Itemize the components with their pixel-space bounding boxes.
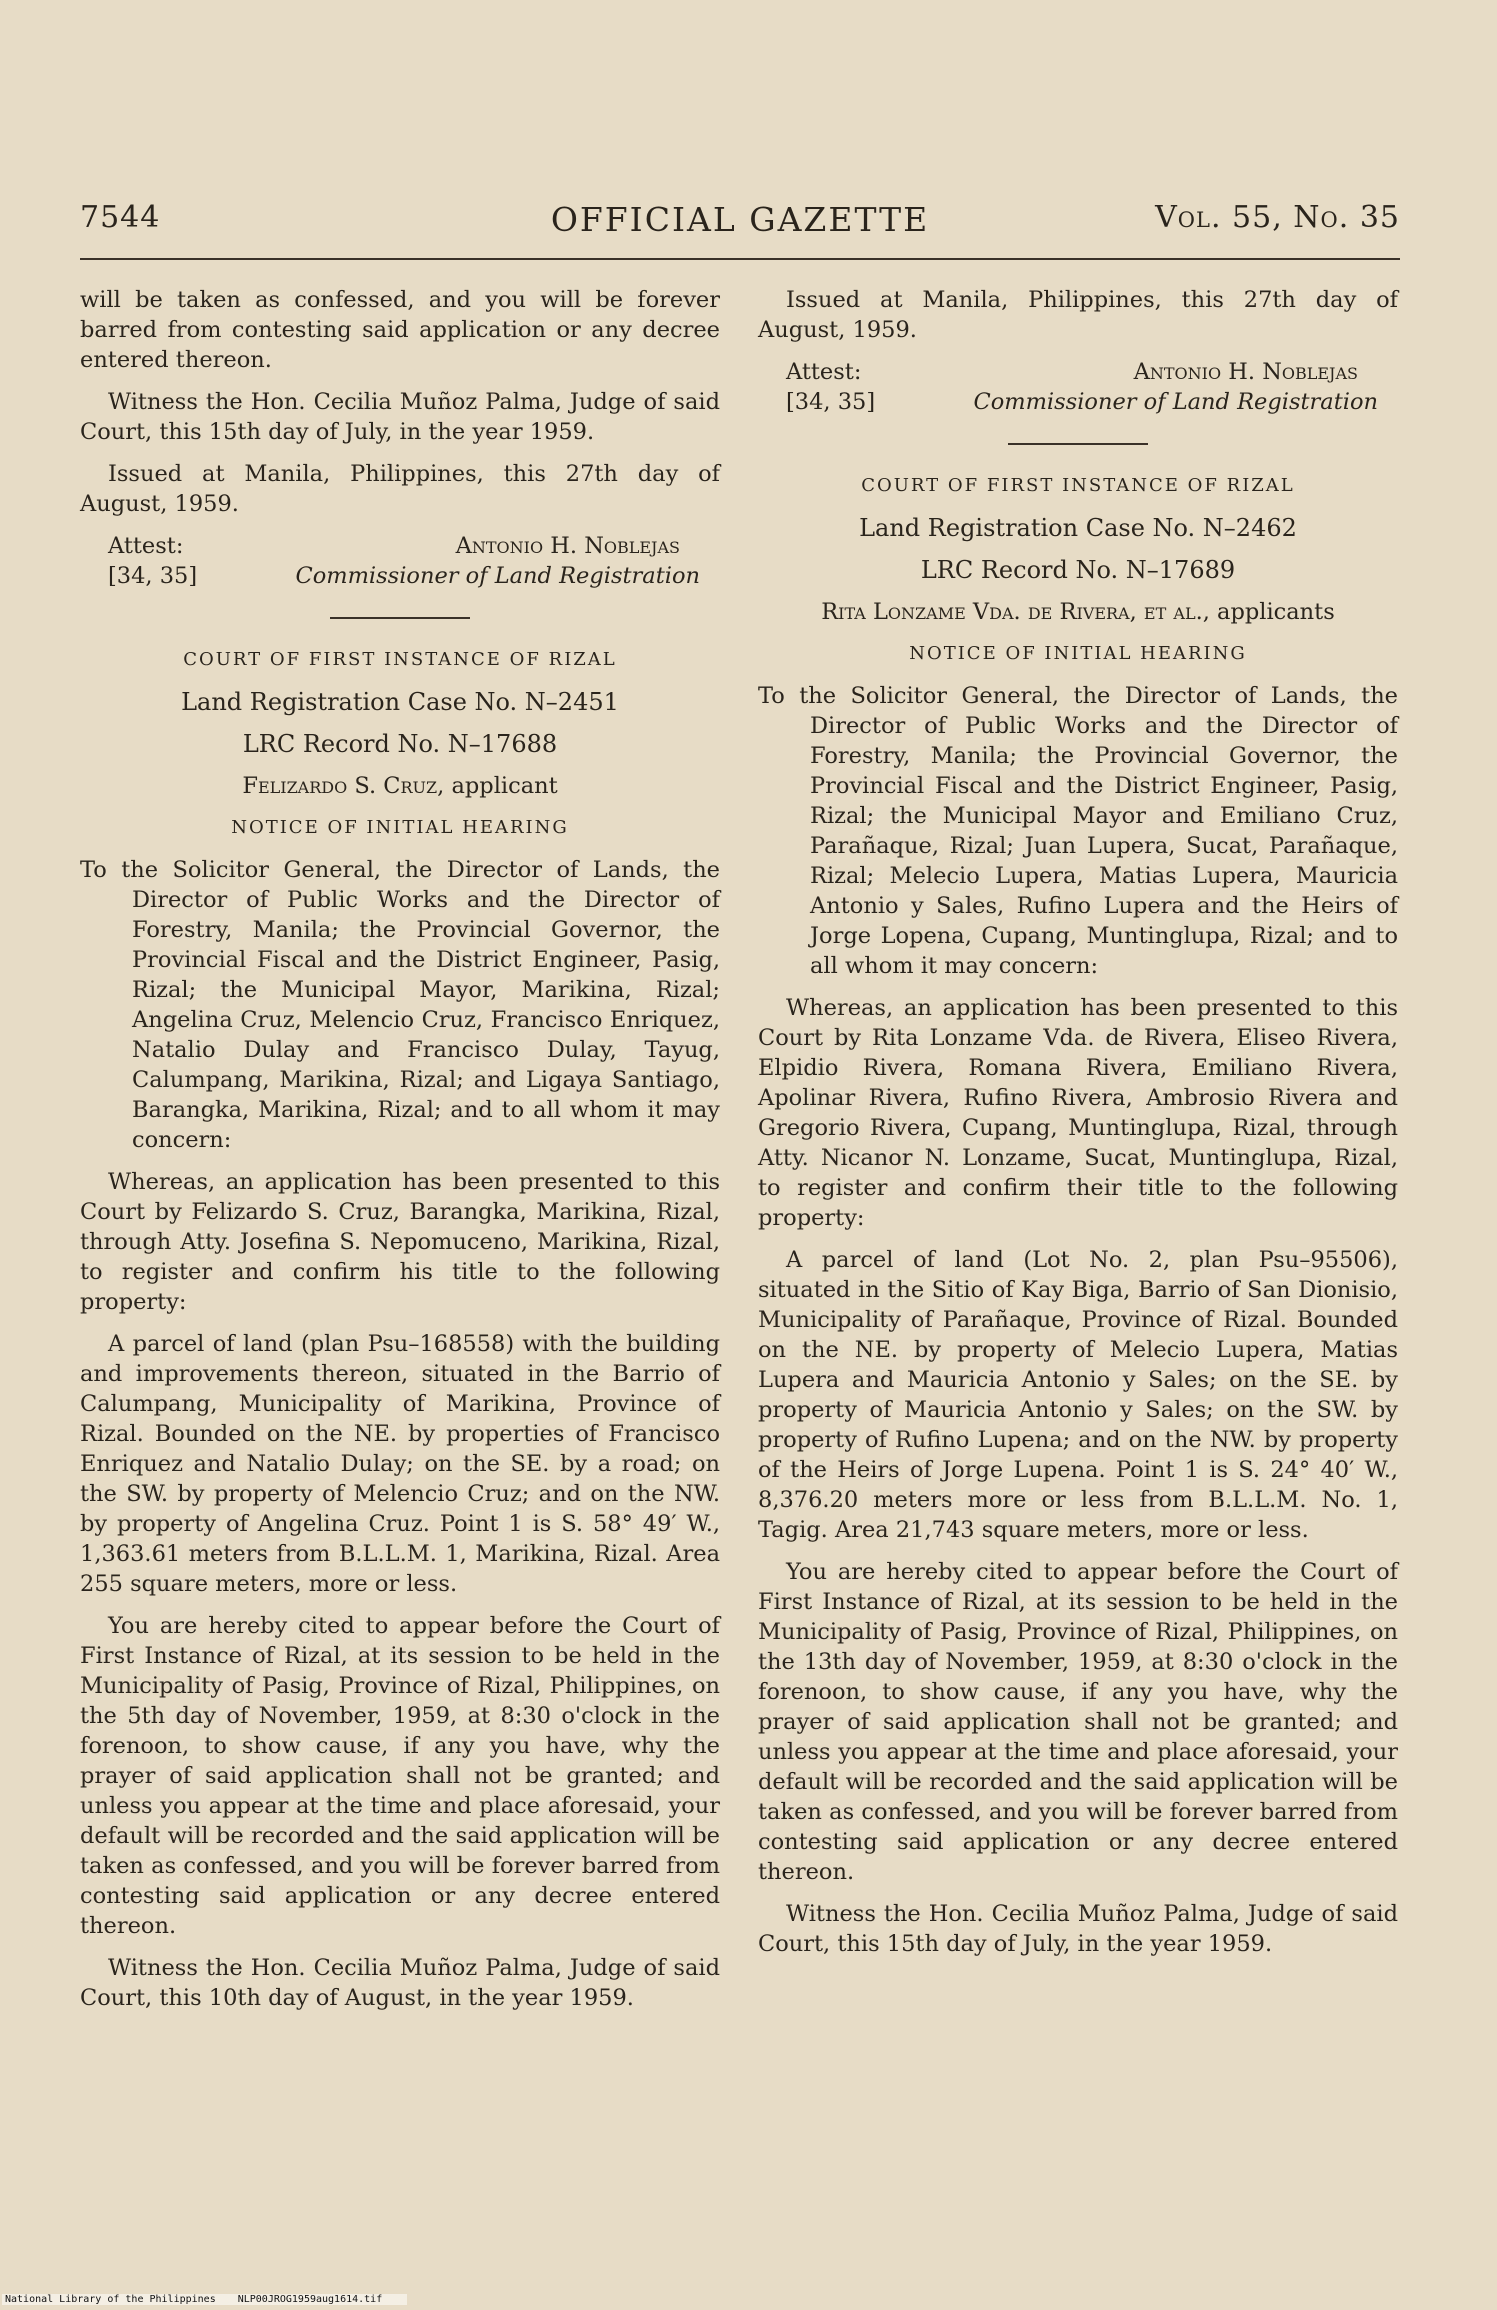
notice-heading: NOTICE OF INITIAL HEARING — [909, 643, 1247, 664]
whereas-paragraph: Whereas, an application has been presented to this Court by Rita Lonzame Vda. de Rivera, Eliseo Rivera, Elpidio Rivera, Romana Rivera, Emiliano Rivera, Apolinar Rivera, Rufino Rivera, Ambrosio Rivera and Gregorio Rivera, Cupang, Muntinglupa, Rizal, through Atty. Nicanor N. Lonzame, Sucat, Muntinglupa, Rizal, to register and confirm their title to the following property: — [758, 995, 1398, 1231]
page-header — [80, 200, 1400, 250]
applicant-suffix: applicants — [1209, 599, 1335, 625]
parcel-paragraph: A parcel of land (plan Psu–168558) with the building and improvements thereon, situated in the Barrio of Calumpang, Municipality of Marikina, Province of Rizal. Bounded on the NE. by properties of Francisco Enriquez and Natalio Dulay; on the SE. by a road; on the SW. by property of Melencio Cruz; and on the NW. by property of Angelina Cruz. Point 1 is S. 58° 49′ W., 1,363.61 meters from B.L.L.M. 1, Marikina, Rizal. Area 255 square meters, more or less. — [80, 1331, 720, 1597]
file-name: NLP00JROG1959aug1614.tif — [237, 2294, 383, 2305]
header-rule — [80, 258, 1400, 260]
applicant-suffix: applicant — [444, 773, 558, 799]
section-separator — [330, 617, 470, 619]
applicant-name: Rita Lonzame Vda. de Rivera, et al., — [821, 599, 1210, 625]
attest-label: Attest: — [108, 533, 184, 559]
witness-paragraph: Witness the Hon. Cecilia Muñoz Palma, Judge of said Court, this 15th day of July, in the year 1959. — [758, 1901, 1398, 1957]
right-column — [758, 285, 1398, 1971]
attest-reference: [34, 35] — [108, 563, 198, 589]
court-heading: COURT OF FIRST INSTANCE OF RIZAL — [861, 475, 1295, 496]
whereas-paragraph: Whereas, an application has been presented to this Court by Felizardo S. Cruz, Barangka, Marikina, Rizal, through Atty. Josefina S. Nepomuceno, Marikina, Rizal, to register and confirm his title to the following property: — [80, 1169, 720, 1315]
witness-paragraph-2: Witness the Hon. Cecilia Muñoz Palma, Judge of said Court, this 10th day of August, in the year 1959. — [80, 1955, 720, 2011]
attest-role-line — [758, 387, 1398, 417]
library-name: National Library of the Philippines — [5, 2294, 216, 2305]
scan-footer — [2, 2294, 407, 2305]
applicant-line — [758, 597, 1398, 627]
attest-role-line — [80, 561, 720, 591]
cited-paragraph: You are hereby cited to appear before the Court of First Instance of Rizal, at its session to be held in the Municipality of Pasig, Province of Rizal, Philippines, on the 13th day of November, 1959, at 8:30 o'clock in the forenoon, to show cause, if any you have, why the prayer of said application shall not be granted; and unless you appear at the time and place aforesaid, your default will be recorded and the said application will be taken as confessed, and you will be forever barred from contesting said application or any decree entered thereon. — [758, 1559, 1398, 1885]
attest-role: Commissioner of Land Registration — [295, 563, 700, 589]
issued-paragraph: Issued at Manila, Philippines, this 27th day of August, 1959. — [758, 287, 1398, 343]
issued-paragraph: Issued at Manila, Philippines, this 27th day of August, 1959. — [80, 461, 720, 517]
attest-role: Commissioner of Land Registration — [973, 389, 1378, 415]
attest-name: Antonio H. Noblejas — [455, 533, 680, 559]
addressees-paragraph: To the Solicitor General, the Director of Lands, the Director of Public Works and the Director of Forestry, Manila; the Provincial Governor, the Provincial Fiscal and the District Engineer, Pasig, Rizal; the Municipal Mayor and Emiliano Cruz, Parañaque, Rizal; Juan Lupera, Sucat, Parañaque, Rizal; Melecio Lupera, Matias Lupera, Mauricia Antonio y Sales, Rufino Lupera and the Heirs of Jorge Lopena, Cupang, Muntinglupa, Rizal; and to all whom it may concern: — [758, 683, 1398, 979]
court-heading: COURT OF FIRST INSTANCE OF RIZAL — [183, 649, 617, 670]
left-column — [80, 285, 720, 2025]
volume-number: Vol. 55, No. 35 — [1155, 200, 1400, 235]
lrc-record: LRC Record No. N–17689 — [920, 556, 1236, 584]
applicant-line — [80, 771, 720, 801]
attest-reference: [34, 35] — [786, 389, 876, 415]
witness-paragraph: Witness the Hon. Cecilia Muñoz Palma, Judge of said Court, this 15th day of July, in the year 1959. — [80, 389, 720, 445]
attest-line — [80, 531, 720, 561]
publication-title: OFFICIAL GAZETTE — [550, 200, 930, 239]
addressees-paragraph: To the Solicitor General, the Director of Lands, the Director of Public Works and the Director of Forestry, Manila; the Provincial Governor, the Provincial Fiscal and the District Engineer, Pasig, Rizal; the Municipal Mayor, Marikina, Rizal; Angelina Cruz, Melencio Cruz, Francisco Enriquez, Natalio Dulay and Francisco Dulay, Tayug, Calumpang, Marikina, Rizal; and Ligaya Santiago, Barangka, Marikina, Rizal; and to all whom it may concern: — [80, 857, 720, 1153]
parcel-paragraph: A parcel of land (Lot No. 2, plan Psu–95506), situated in the Sitio of Kay Biga, Barrio of San Dionisio, Municipality of Parañaque, Province of Rizal. Bounded on the NE. by property of Melecio Lupera, Matias Lupera and Mauricia Antonio y Sales; on the SE. by property of Mauricia Antonio y Sales; on the SW. by property of Rufino Lupena; and on the NW. by property of the Heirs of Jorge Lupena. Point 1 is S. 24° 40′ W., 8,376.20 meters more or less from B.L.L.M. No. 1, Tagig. Area 21,743 square meters, more or less. — [758, 1247, 1398, 1543]
attest-name: Antonio H. Noblejas — [1133, 359, 1358, 385]
case-number: Land Registration Case No. N–2462 — [859, 514, 1297, 542]
attest-label: Attest: — [786, 359, 862, 385]
page-number: 7544 — [80, 200, 161, 235]
notice-heading: NOTICE OF INITIAL HEARING — [231, 817, 569, 838]
case-number: Land Registration Case No. N–2451 — [181, 688, 619, 716]
section-separator — [1008, 443, 1148, 445]
cited-paragraph: You are hereby cited to appear before the Court of First Instance of Rizal, at its session to be held in the Municipality of Pasig, Province of Rizal, Philippines, on the 5th day of November, 1959, at 8:30 o'clock in the forenoon, to show cause, if any you have, why the prayer of said application shall not be granted; and unless you appear at the time and place aforesaid, your default will be recorded and the said application will be taken as confessed, and you will be forever barred from contesting said application or any decree entered thereon. — [80, 1613, 720, 1939]
applicant-name: Felizardo S. Cruz, — [242, 773, 445, 799]
lrc-record: LRC Record No. N–17688 — [242, 730, 558, 758]
continued-text: will be taken as confessed, and you will be forever barred from contesting said application or any decree entered thereon. — [80, 287, 720, 373]
attest-line — [758, 357, 1398, 387]
